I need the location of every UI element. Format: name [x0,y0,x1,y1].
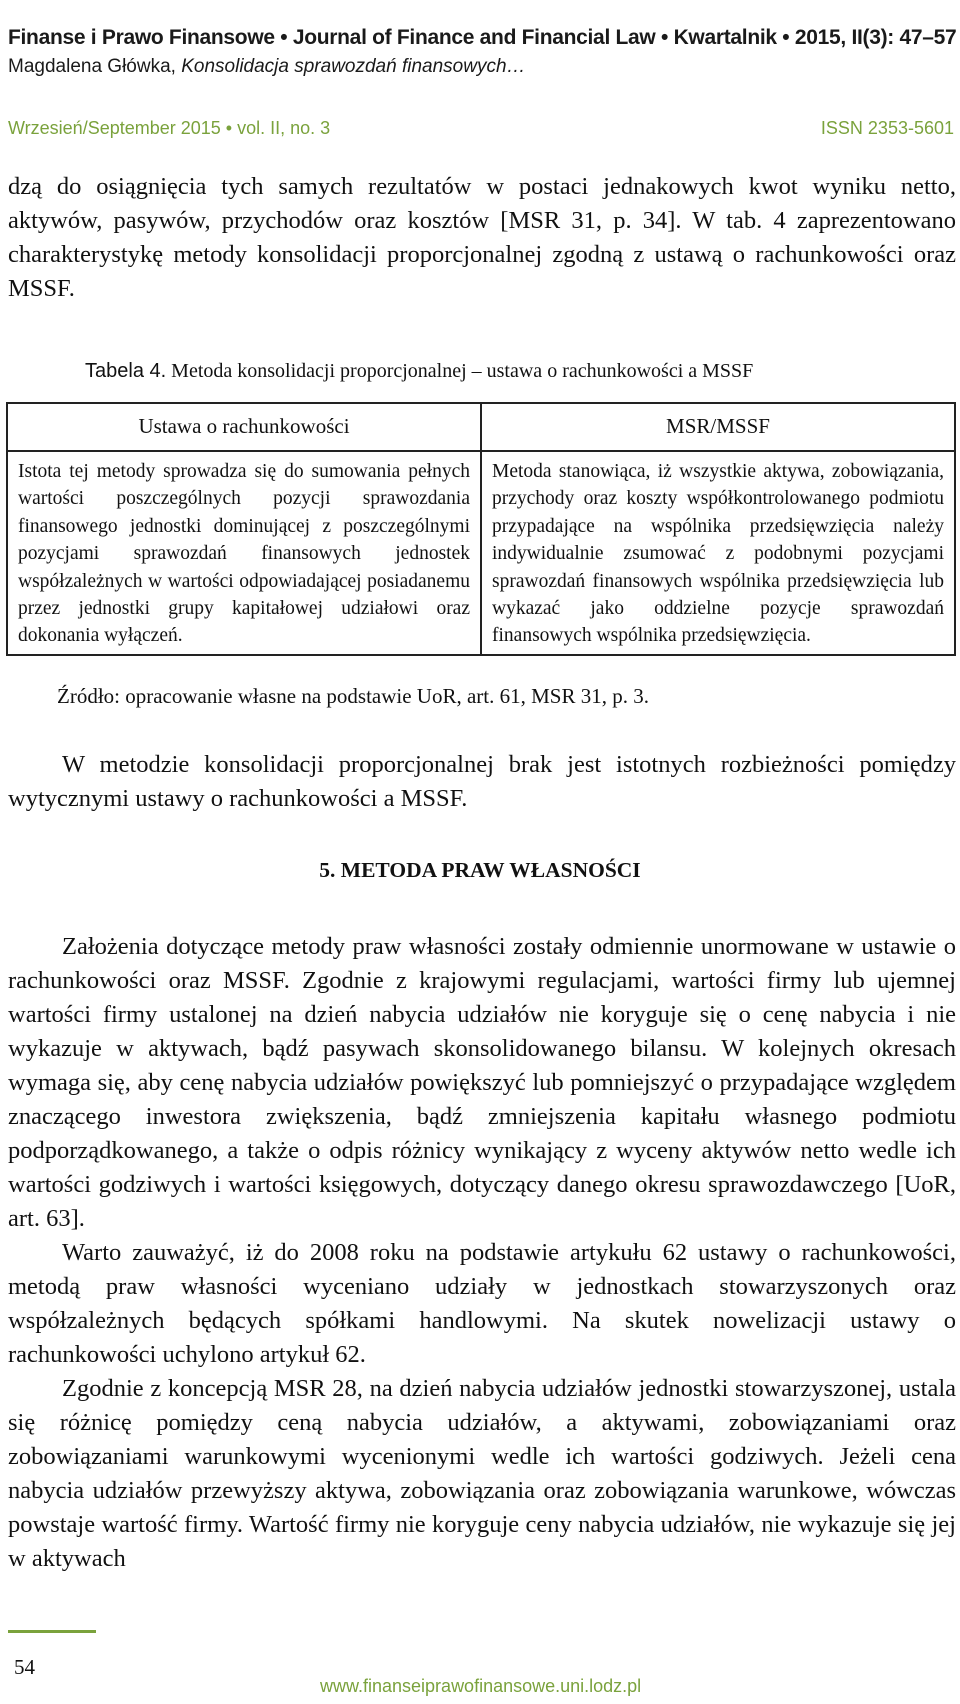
article-title: Konsolidacja sprawozdań finansowych… [181,56,526,77]
paragraph: W metodzie konsolidacji proporcjonalnej brak jest istotnych rozbieżności pomiędzy wytycznymi ustawy o rachunkowości a MSSF. [8,751,956,812]
journal-header: Finanse i Prawo Finansowe • Journal of Finance and Financial Law • Kwartalnik • 2015, II(3): 47–57 [8,26,957,49]
table-header-row [7,403,955,451]
table-cell: Metoda stanowiąca, iż wszystkie aktywa, zobowiązania, przychody oraz koszty współkontrolowanego podmiotu przypadające na wspólnika przedsięwzięcia należy indywidualnie zsumować z podobnymi pozycjami sprawozdań finansowych wspólnika przedsięwzięcia lub wykazać jako oddzielne pozycje sprawozdań finansowych wspólnika przedsięwzięcia. [481,451,955,655]
paragraph: dzą do osiągnięcia tych samych rezultatów w postaci jednakowych kwot wyniku netto, aktywów, pasywów, przychodów oraz kosztów [MSR 31, p. 34]. W tab. 4 zaprezentowano charakterystykę metody konsolidacji proporcjonalnej zgodną z ustawą o rachunkowości oraz MSSF. [8,173,956,302]
section-body [8,930,956,1576]
page-number: 54 [14,1655,35,1679]
footer-url: www.finanseiprawofinansowe.uni.lodz.pl [320,1676,642,1696]
paragraph: Założenia dotyczące metody praw własności zostały odmiennie unormowane w ustawie o rachunkowości oraz MSSF. Zgodnie z krajowymi regulacjami, wartości firmy lub ujemnej wartości firmy ustalonej na dzień nabycia udziałów nie koryguje się o cenę nabycia i nie wykazuje w aktywach, bądź pasywach skonsolidowanego bilansu. W kolejnych okresach wymaga się, aby cenę nabycia udziałów powiększyć lub pomniejszyć o przypadające względem znaczącego inwestora zwiększenia, bądź zmniejszenia kapitału własnego podmiotu podporządkowanego, a także o odpis różnicy wynikający z wyceny aktywów netto wedle ich wartości godziwych i wartości księgowych, dotyczący danego okresu sprawozdawczego [UoR, art. 63]. [8,933,956,1232]
footer-rule [8,1630,96,1633]
comparison-table [6,402,956,656]
issn: ISSN 2353-5601 [820,118,954,138]
table-cell: Istota tej metody sprowadza się do sumowania pełnych wartości poszczególnych pozycji sprawozdania finansowego jednostki dominującej z poszczególnymi pozycjami sprawozdań finansowych jednostek współzależnych w wartości odpowiadającej posiadanemu przez jednostki grupy kapitałowej udziałowi oraz dokonania wyłączeń. [7,451,481,655]
table-row [7,451,955,655]
table-header-cell: MSR/MSSF [481,403,955,451]
paragraph-after-table [8,748,956,816]
author-name: Magdalena Główka, [8,56,182,77]
table-title: Metoda konsolidacji proporcjonalnej – ustawa o rachunkowości a MSSF [171,360,754,382]
intro-paragraph [8,170,956,306]
section-heading: 5. METODA PRAW WŁASNOŚCI [319,858,641,882]
table-source: Źródło: opracowanie własne na podstawie UoR, art. 61, MSR 31, p. 3. [57,684,649,708]
paragraph: Warto zauważyć, iż do 2008 roku na podstawie artykułu 62 ustawy o rachunkowości, metodą praw własności wyceniano udziały w jednostkach stowarzyszonych oraz współzależnych będących spółkami handlowymi. Na skutek nowelizacji ustawy o rachunkowości uchylono artykuł 62. [8,1239,956,1368]
table-caption [85,360,753,383]
table-header-cell: Ustawa o rachunkowości [7,403,481,451]
table-label: Tabela 4. [85,360,167,382]
paragraph: Zgodnie z koncepcją MSR 28, na dzień nabycia udziałów jednostki stowarzyszonej, ustala się różnicę pomiędzy ceną nabycia udziałów, a aktywami, zobowiązaniami oraz zobowiązaniami warunkowymi wycenionymi wedle ich wartości godziwych. Jeżeli cena nabycia udziałów przewyższy aktywa, zobowiązania oraz zobowiązania warunkowe, wówczas powstaje wartość firmy. Wartość firmy nie koryguje ceny nabycia udziałów, nie wykazuje się jej w aktywach [8,1375,956,1572]
issue-info: Wrzesień/September 2015 • vol. II, no. 3 [8,118,331,138]
running-head [8,56,526,78]
